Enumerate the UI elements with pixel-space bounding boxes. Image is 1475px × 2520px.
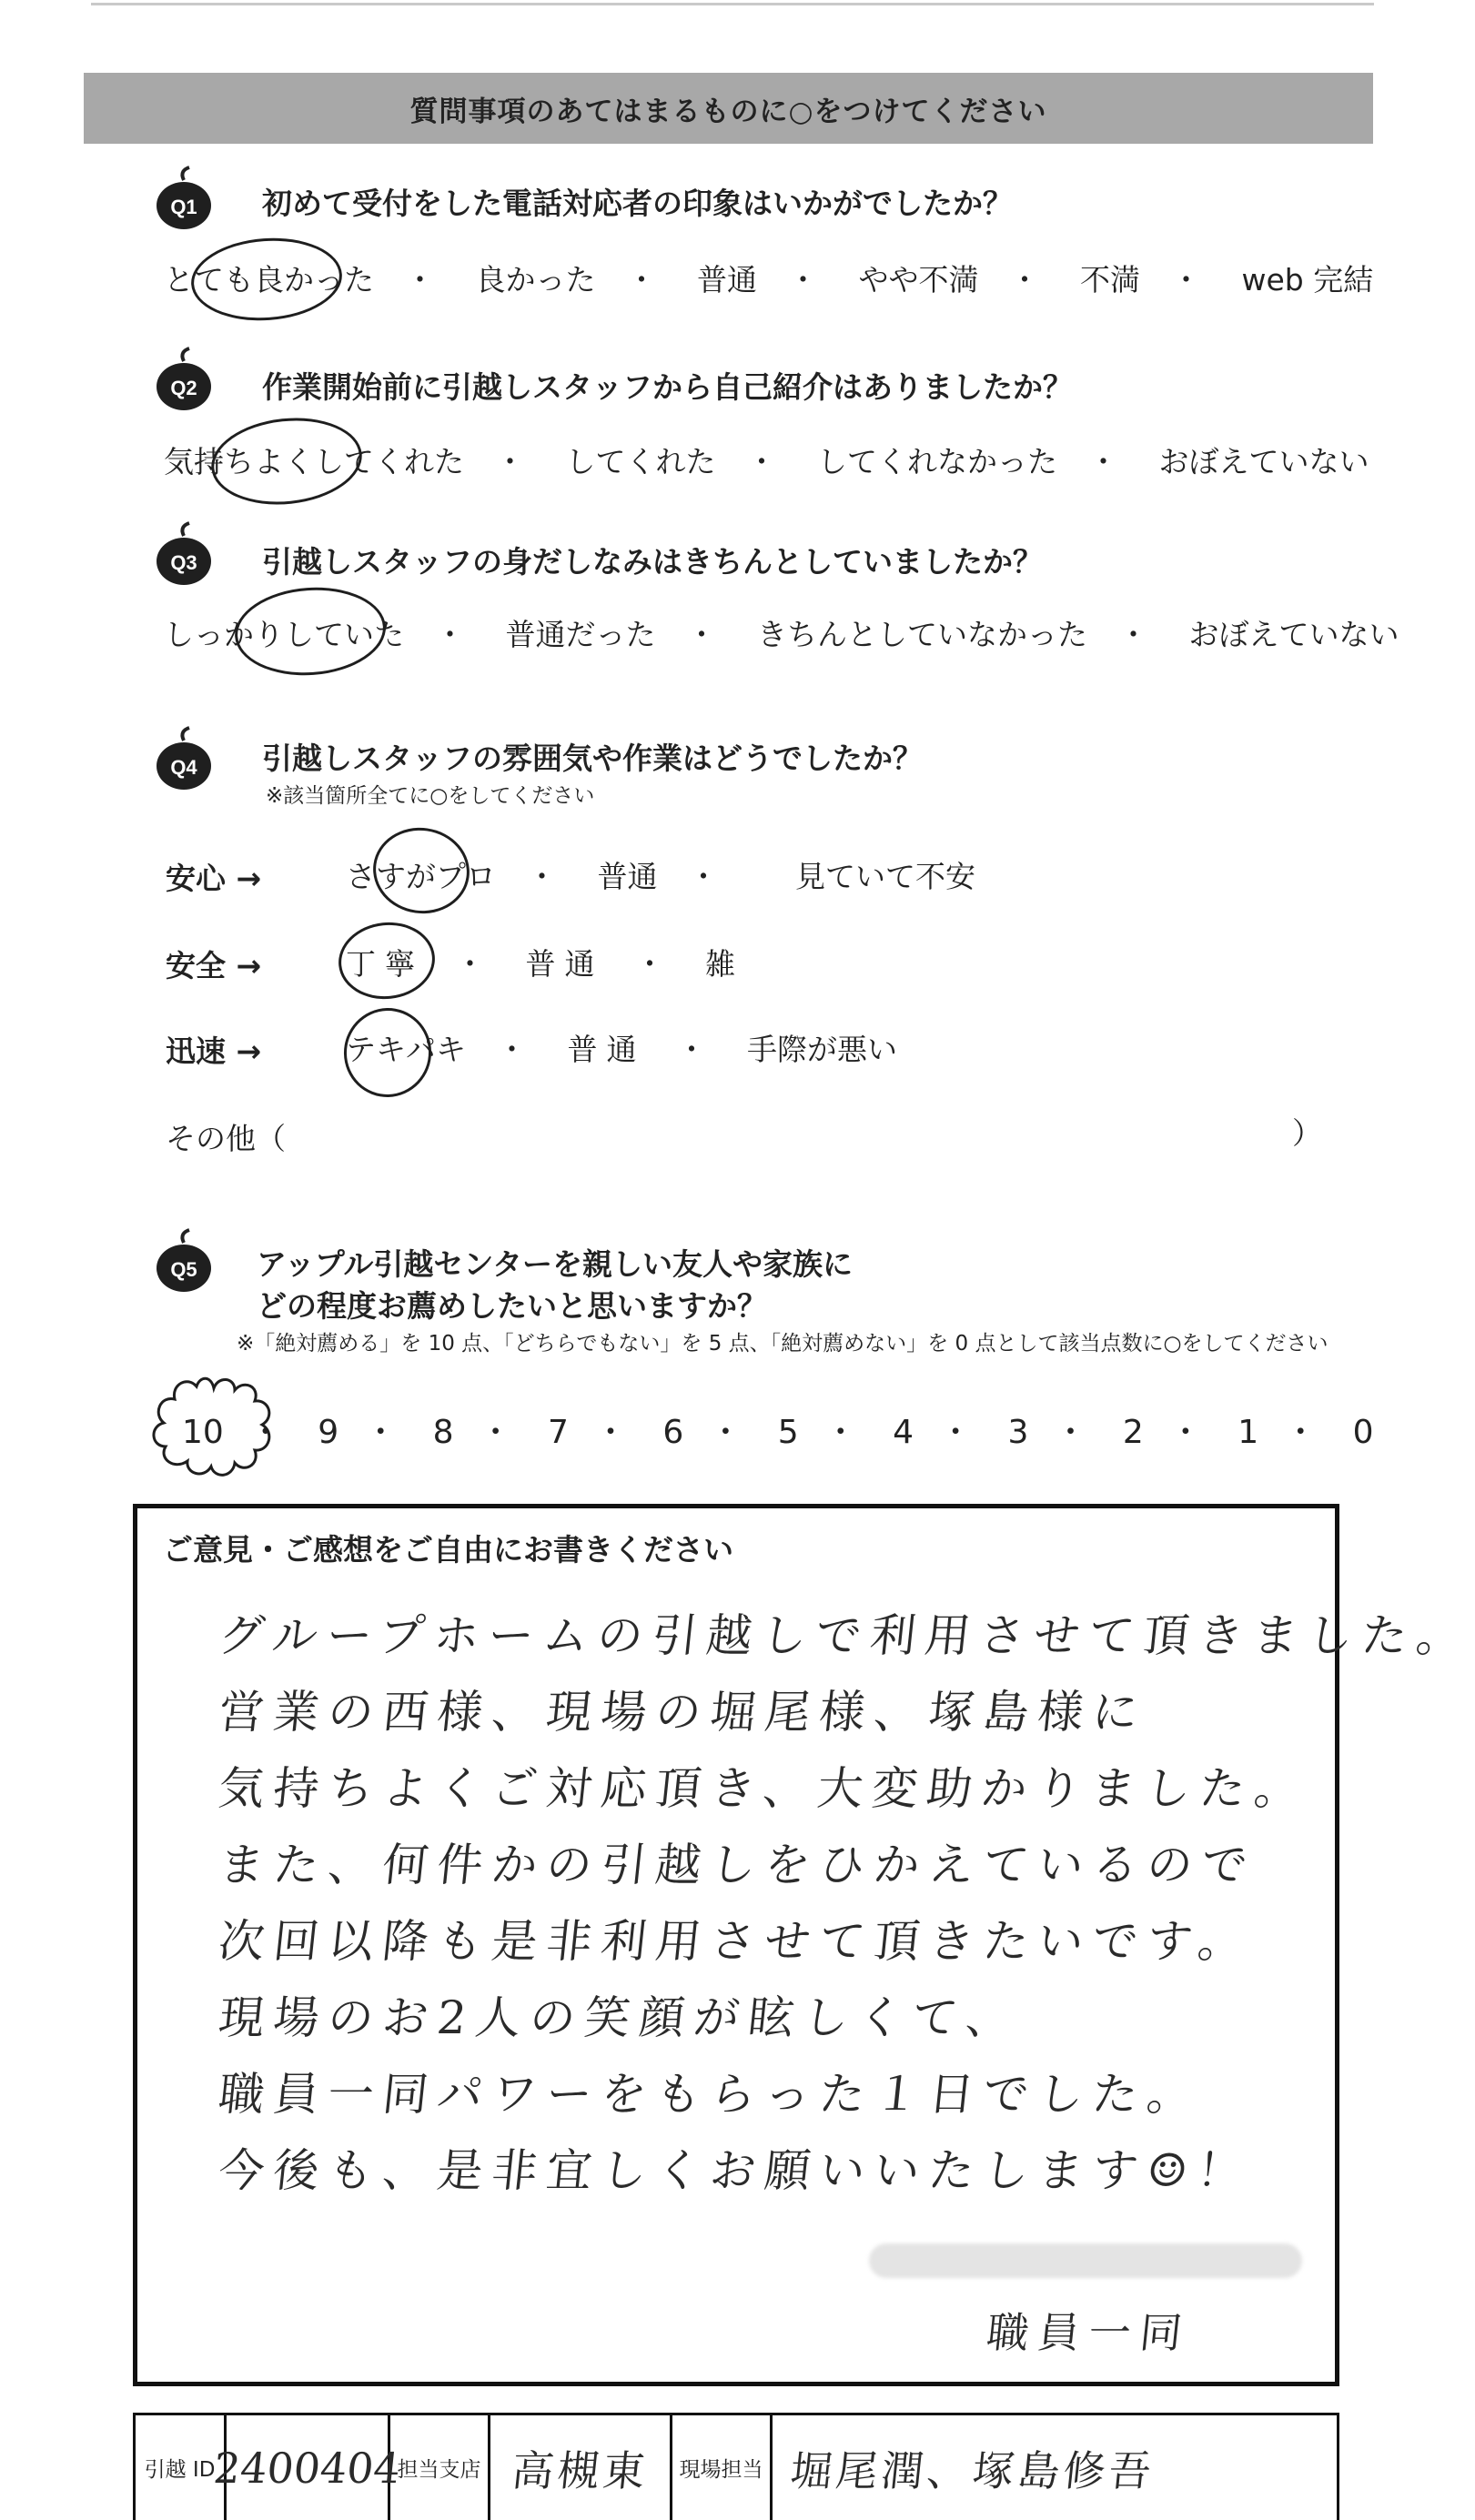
q4-other-label: その他（	[166, 1121, 286, 1156]
apple-q3-icon	[153, 523, 215, 587]
footer-branch-label: 担当支店	[390, 2415, 490, 2520]
comment-box[interactable]	[133, 1504, 1474, 2386]
q2-option-2[interactable]: してくれた	[565, 444, 716, 479]
footer-id-value: 2400404	[211, 2443, 403, 2493]
footer-staff-label: 現場担当	[672, 2415, 773, 2520]
q5-score-9[interactable]: 9	[318, 1414, 339, 1451]
q5-score-7[interactable]: 7	[548, 1414, 569, 1451]
comment-line-4: また、何件かの引越しをひかえているので	[216, 1839, 1259, 1891]
q4-anzen-selection-circle	[335, 918, 439, 1004]
comment-line-7: 職員一同パワーをもらった１日でした。	[216, 2068, 1205, 2121]
q5-score-5[interactable]: 5	[777, 1414, 799, 1451]
q4-jinsoku-option-3[interactable]: 手際が悪い	[747, 1032, 897, 1067]
q3-option-1[interactable]: しっかりしていた	[164, 617, 404, 652]
scan-edge-line	[91, 3, 1374, 5]
footer-branch-value-cell	[490, 2415, 672, 2520]
q5-score-4[interactable]: 4	[893, 1414, 914, 1451]
q4-anshin-selection-circle	[368, 822, 475, 920]
q5-score-8[interactable]: 8	[432, 1414, 454, 1451]
q5-question-line1: アップル引越センターを親しい友人や家族に	[257, 1246, 854, 1282]
q4-anzen-option-3[interactable]: 雑	[705, 946, 735, 982]
q4-row-anzen-label: 安全 →	[166, 948, 262, 983]
apple-q5-icon	[153, 1230, 215, 1294]
comment-line-5: 次回以降も是非利用させて頂きたいです。	[216, 1915, 1256, 1968]
q4-jinsoku-selection-circle	[337, 1001, 439, 1104]
q4-jinsoku-option-2[interactable]: 普通	[567, 1032, 646, 1067]
q2-selection-circle	[207, 411, 367, 512]
q4-other-close: ）	[1292, 1115, 1322, 1151]
q4-row-anzen-options: 丁寧 ・ 普通 ・ 雑	[346, 941, 735, 983]
apple-q4-icon	[153, 728, 215, 791]
redacted-name-blur	[869, 2243, 1302, 2278]
q3-option-4[interactable]: おぼえていない	[1188, 617, 1399, 652]
q5-score-10[interactable]: 10	[182, 1414, 224, 1451]
q1-options: とても良かった ・ 良かった ・ 普通 ・ やや不満 ・ 不満 ・ web 完結	[164, 257, 1373, 299]
q2-number: Q2	[170, 377, 197, 399]
q1-option-4[interactable]: やや不満	[858, 262, 979, 297]
q2-question: 作業開始前に引越しスタッフから自己紹介はありましたか？	[262, 369, 1073, 405]
q2-option-4[interactable]: おぼえていない	[1158, 444, 1369, 479]
q5-score-2[interactable]: 2	[1122, 1414, 1144, 1451]
q5-score-6[interactable]: 6	[662, 1414, 684, 1451]
q5-score-row: 10 ・ 9 ・ 8 ・ 7 ・ 6 ・ 5 ・ 4 ・ 3 ・ 2 ・ 1 ・ 0	[182, 1414, 1374, 1451]
q4-anshin-option-3[interactable]: 見ていて不安	[795, 859, 975, 894]
footer-id-value-cell	[211, 2415, 403, 2520]
q4-note: ※該当箇所全てに○をしてください	[266, 784, 595, 808]
comment-line-6: 現場のお2人の笑顔が眩しくて、	[216, 1991, 1024, 2044]
footer-branch-value: 高槻東	[509, 2445, 652, 2495]
q4-anshin-option-2[interactable]: 普通	[597, 859, 658, 894]
comment-line-8: 今後も、是非宜しくお願いいたします☺！	[216, 2144, 1255, 2197]
q3-option-2[interactable]: 普通だった	[505, 617, 656, 652]
comment-box-title: ご意見・ご感想をご自由にお書きください	[163, 1532, 733, 1567]
q3-selection-circle	[232, 582, 389, 680]
q3-number: Q3	[170, 551, 197, 574]
footer-id-label: 引越 ID	[136, 2415, 227, 2520]
q3-option-3[interactable]: きちんとしていなかった	[757, 617, 1087, 652]
q1-option-2[interactable]: 良かった	[475, 262, 596, 297]
apple-q2-icon	[153, 348, 215, 412]
q4-anzen-option-2[interactable]: 普通	[525, 946, 604, 982]
comment-line-3: 気持ちよくご対応頂き、大変助かりました。	[216, 1762, 1312, 1815]
q2-option-3[interactable]: してくれなかった	[817, 444, 1057, 479]
q1-option-5[interactable]: 不満	[1080, 262, 1140, 297]
q3-options: しっかりしていた ・ 普通だった ・ きちんとしていなかった ・ おぼえていない	[164, 611, 1399, 654]
q1-option-6[interactable]: web 完結	[1241, 262, 1374, 297]
footer-staff-value: 堀尾潤、塚島修吾	[787, 2445, 1157, 2495]
q5-note: ※「絶対薦める」を 10 点、「どちらでもない」を 5 点、「絶対薦めない」を 0 点として該当点数に○をしてください	[237, 1332, 1329, 1356]
q3-question: 引越しスタッフの身だしなみはきちんとしていましたか？	[262, 544, 1043, 580]
q5-score-1[interactable]: 1	[1238, 1414, 1259, 1451]
q4-anzen-option-1[interactable]: 丁寧	[346, 946, 424, 982]
q2-options: 気持ちよくしてくれた ・ してくれた ・ してくれなかった ・ おぼえていない	[164, 438, 1369, 481]
comment-signature: 職員一同	[984, 2308, 1194, 2357]
q5-score-0[interactable]: 0	[1352, 1414, 1374, 1451]
q1-option-1[interactable]: とても良かった	[164, 262, 374, 297]
q4-jinsoku-option-1[interactable]: テキパキ	[346, 1032, 466, 1067]
footer-record-table	[133, 2413, 1339, 2520]
q1-number: Q1	[170, 196, 197, 218]
q5-score-3[interactable]: 3	[1007, 1414, 1029, 1451]
comment-line-2: 営業の西様、現場の堀尾様、塚島様に	[216, 1686, 1150, 1739]
apple-q1-icon	[153, 167, 215, 231]
q4-question: 引越しスタッフの雰囲気や作業はどうでしたか？	[262, 741, 923, 776]
q4-row-anshin-options: さすがプロ ・ 普通 ・ 見ていて不安	[346, 853, 975, 896]
footer-staff-value-cell	[773, 2415, 1337, 2520]
q1-question: 初めて受付をした電話対応者の印象はいかがでしたか？	[262, 186, 1013, 221]
q2-option-1[interactable]: 気持ちよくしてくれた	[164, 444, 464, 479]
q4-row-jinsoku-label: 迅速 →	[166, 1033, 262, 1069]
q5-flower-selection-mark	[146, 1372, 282, 1481]
instruction-banner: 質問事項のあてはまるものに○をつけてください	[84, 73, 1373, 144]
q1-selection-circle	[188, 233, 345, 325]
q4-row-anshin-label: 安心 →	[166, 861, 262, 896]
q1-option-3[interactable]: 普通	[697, 262, 757, 297]
q5-number: Q5	[170, 1258, 197, 1281]
q4-row-jinsoku-options: テキパキ ・ 普通 ・ 手際が悪い	[346, 1026, 897, 1069]
q5-question-line2: どの程度お薦めしたいと思いますか？	[257, 1288, 767, 1324]
q4-anshin-option-1[interactable]: さすがプロ	[346, 859, 496, 894]
comment-line-1: グループホームの引越しで利用させて頂きました。	[216, 1609, 1474, 1662]
q4-number: Q4	[170, 756, 197, 779]
